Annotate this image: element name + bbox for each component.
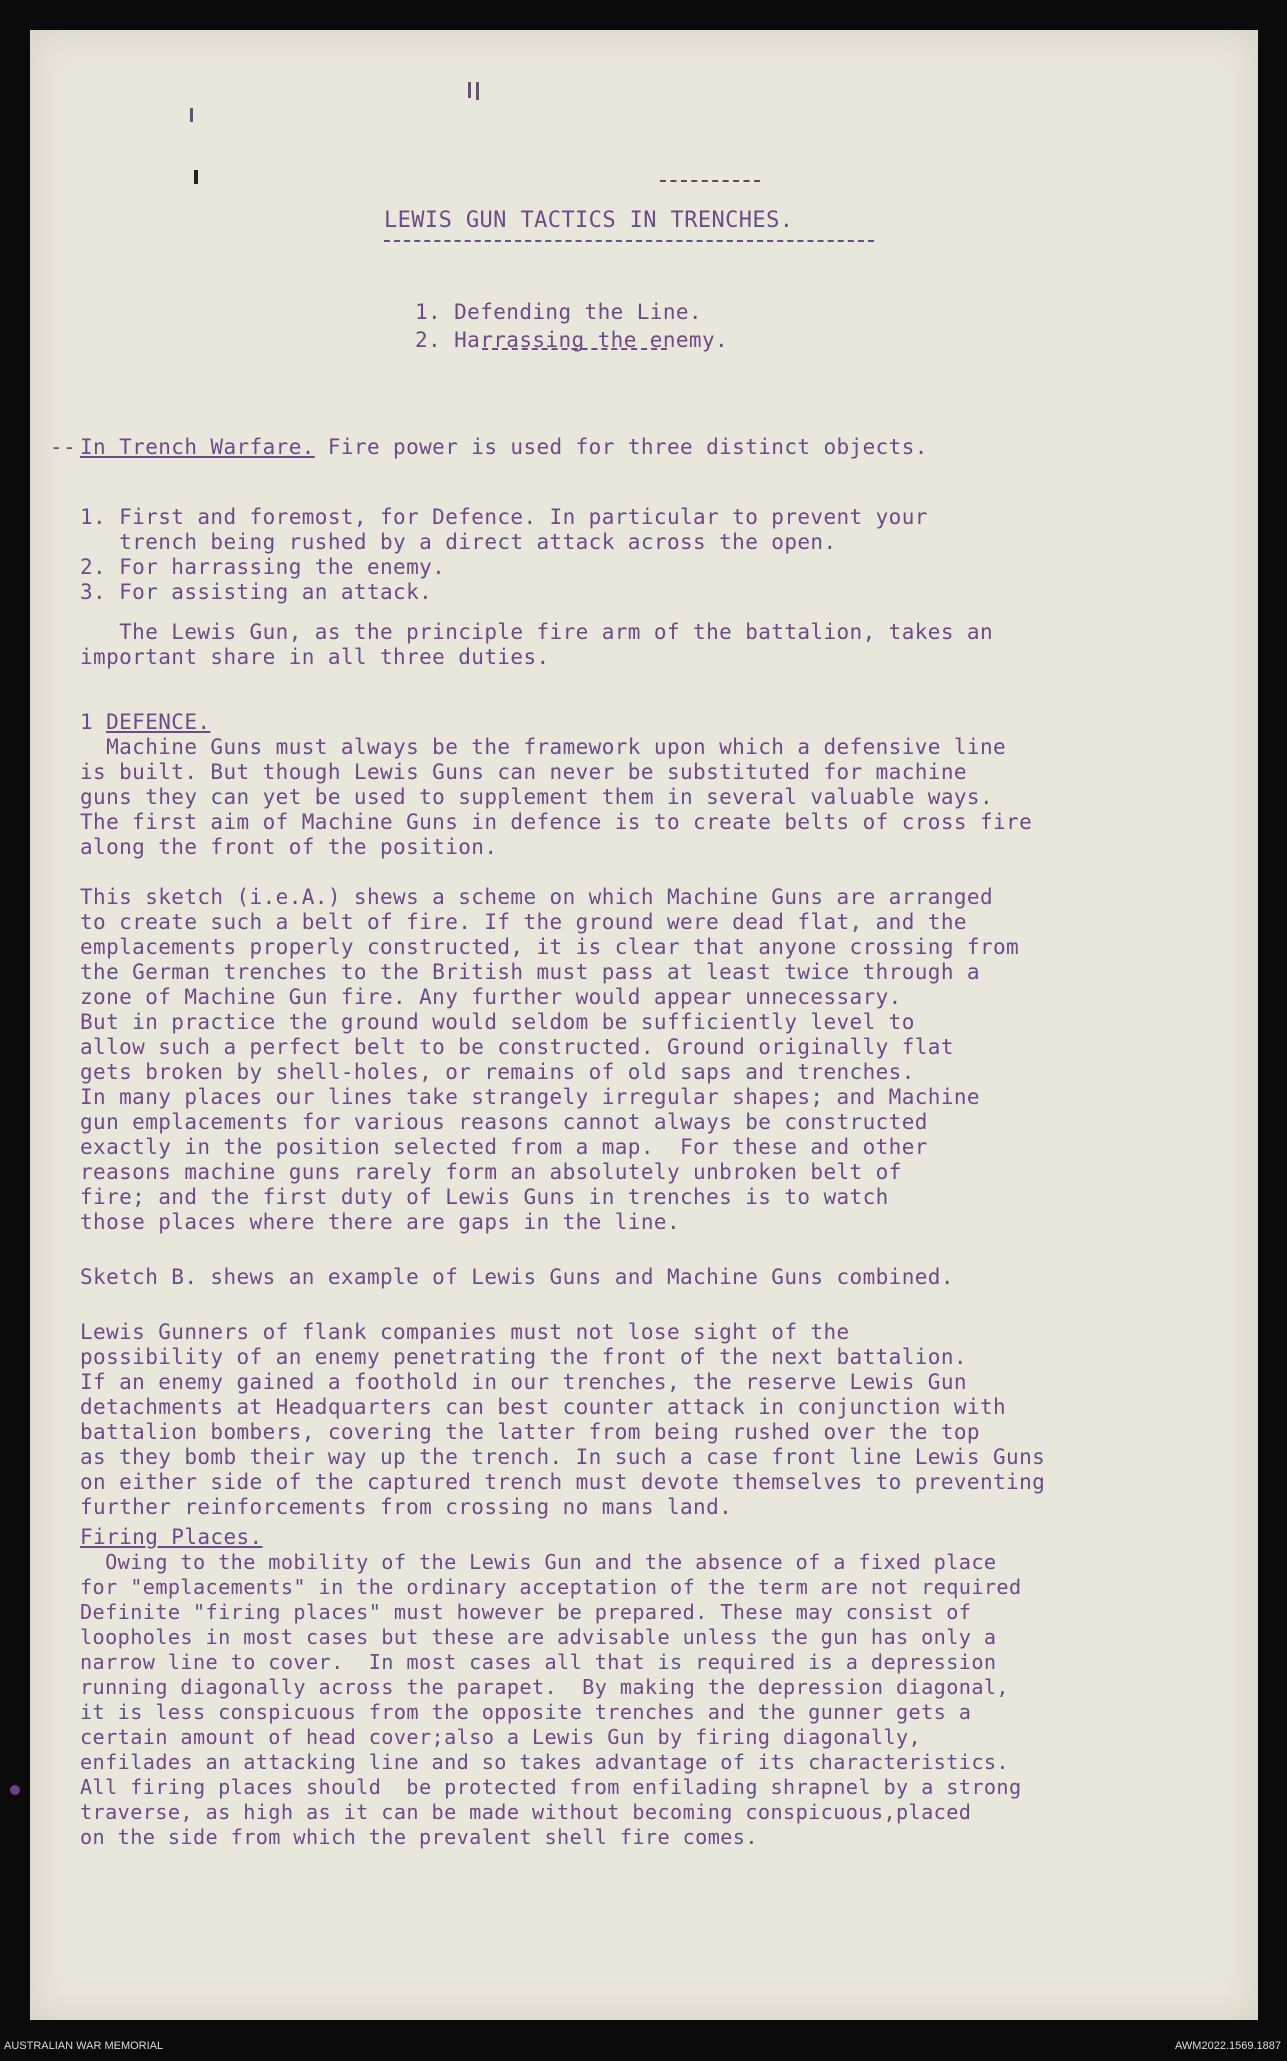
footer-reference: AWM2022.1569.1887 [1175,2040,1281,2052]
ink-mark [476,82,479,100]
list-item: 2. For harrassing the enemy. [80,555,446,579]
intro-line: -- In Trench Warfare. Fire power is used for three distinct objects. [50,435,928,459]
defence-number: 1 [80,710,107,734]
ink-mark [190,108,193,122]
contents-list [415,298,728,354]
list-item: 1. First and foremost, for Defence. In particular to prevent your trench being rushed by a direct attack across the open. [80,505,928,554]
intro-text: Fire power is used for three distinct objects. [314,435,928,459]
sketch-a-paragraph: This sketch (i.e.A.) shews a scheme on which Machine Guns are arranged to create such a belt of fire. If the ground were dead flat, and the emplacements properly constructed, it is clear that anyone crossing from the German trenches to the British must pass at least twice through a zone of Machine Gun fire. Any further would appear unnecessary. But in practice the ground would seldom be sufficiently level to allow such a perfect belt to be constructed. Ground originally flat gets broken by shell-holes, or remains of old saps and trenches. In many places our lines take strangely irregular shapes; and Machine gun emplacements for various reasons cannot always be constructed exactly in the position selected from a map. For these and other reasons machine guns rarely form an absolutely unbroken belt of fire; and the first duty of Lewis Guns in trenches is to watch those places where there are gaps in the line. [80,885,1020,1234]
contents-underline [482,348,667,350]
contents-item: 1. Defending the Line. [415,300,702,324]
firing-paragraph: Owing to the mobility of the Lewis Gun and the absence of a fixed place for "emplacements" in the ordinary acceptation of the term are not required Definite "firing places" must however be prepared. These may consist of loopholes in most cases but these are advisable unless the gun has only a narrow line to cover. In most cases all that is required is a depression running diagonally across the parapet. By making the depression diagonal, it is less conspicuous from the opposite trenches and the gunner gets a certain amount of head cover;also a Lewis Gun by firing diagonally, enfilades an attacking line and so takes advantage of its characteristics. All firing places should be protected from enfilading shrapnel by a strong traverse, as high as it can be made without becoming conspicuous,placed on the side from which the prevalent shell fire comes. [80,1550,1022,1849]
contents-item: 2. Harrassing the enemy. [415,328,729,352]
page-title: LEWIS GUN TACTICS IN TRENCHES. [384,208,794,233]
document-page [30,30,1258,2020]
firing-heading-text: Firing Places. [80,1525,263,1549]
ink-mark [468,82,471,98]
footer-credit: AUSTRALIAN WAR MEMORIAL [4,2040,164,2052]
firing-heading [80,1525,263,1550]
defence-heading-line [80,710,210,735]
title-underline [384,240,874,242]
objects-list [80,505,928,605]
list-item: 3. For assisting an attack. [80,580,433,604]
punch-hole [10,1785,20,1795]
sketch-b-paragraph: Sketch B. shews an example of Lewis Guns and Machine Guns combined. [80,1265,954,1289]
ink-mark [194,170,198,184]
defence-heading: DEFENCE. [106,710,211,734]
intro-heading: In Trench Warfare. [80,435,315,459]
flank-paragraph: Lewis Gunners of flank companies must not lose sight of the possibility of an enemy penetrating the front of the next battalion. If an enemy gained a foothold in our trenches, the reserve Lewis Gun detachments at Headquarters can best counter attack in conjunction with battalion bombers, covering the latter from being rushed over the top as they bomb their way up the trench. In such a case front line Lewis Guns on either side of the captured trench must devote themselves to preventing further reinforcements from crossing no mans land. [80,1320,1046,1519]
lewis-paragraph: The Lewis Gun, as the principle fire arm of the battalion, takes an important share in all three duties. [80,620,994,669]
defence-paragraph: Machine Guns must always be the framework upon which a defensive line is built. But though Lewis Guns can never be substituted for machine guns they can yet be used to supplement them in several valuable ways. The first aim of Machine Guns in defence is to create belts of cross fire along the front of the position. [80,735,1033,859]
divider [660,180,760,182]
